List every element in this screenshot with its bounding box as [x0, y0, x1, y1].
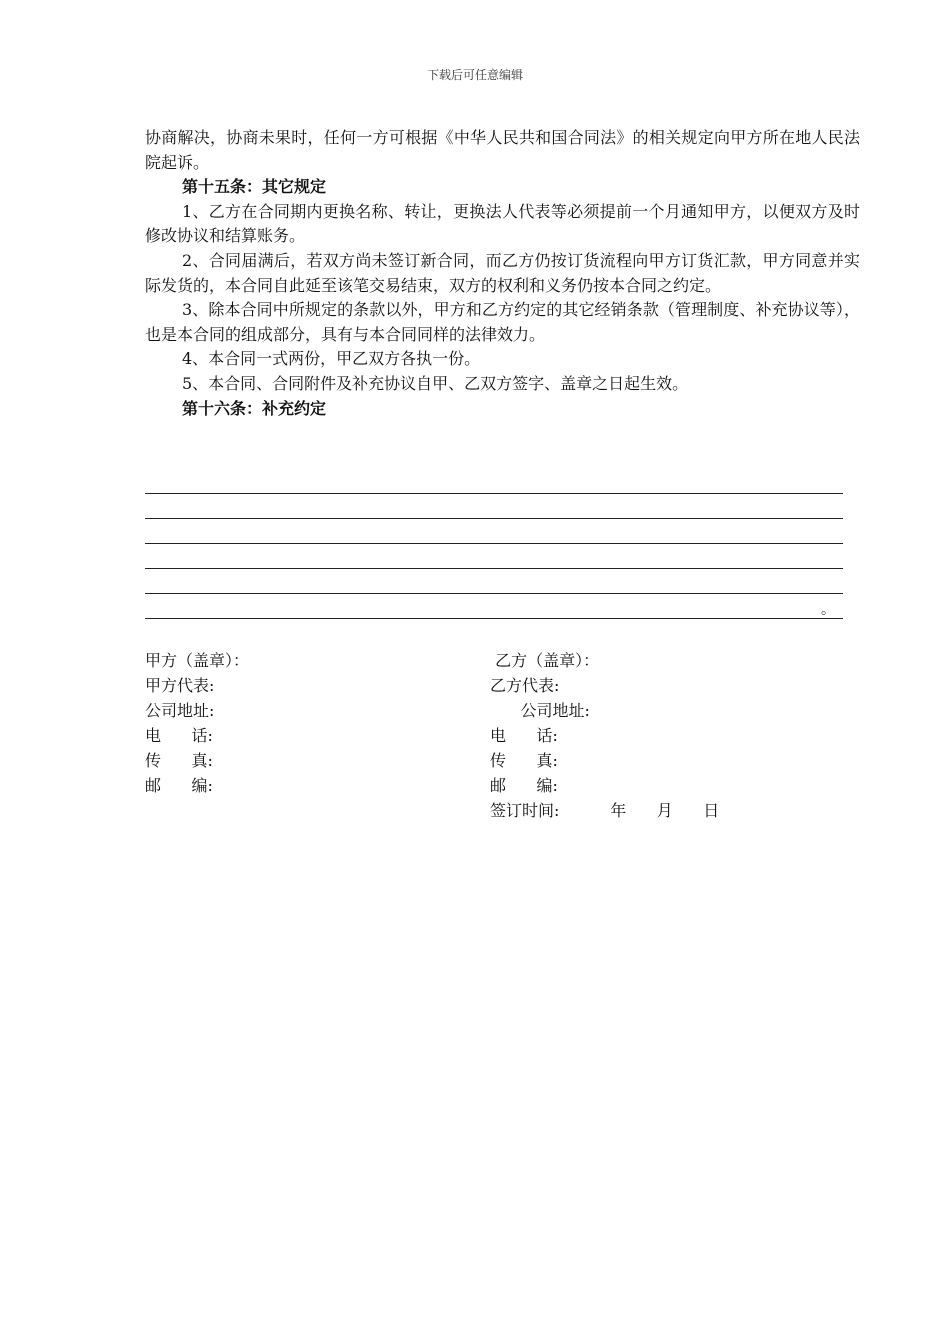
- article-15-item-1: 1、乙方在合同期内更换名称、转让，更换法人代表等必须提前一个月通知甲方，以便双方及时修改协议和结算账务。: [145, 201, 860, 246]
- article-16-heading: 第十六条：补充约定: [182, 398, 327, 418]
- party-a-fax-label: 传 真:: [145, 751, 213, 770]
- party-a-postcode-label: 邮 编:: [145, 776, 213, 795]
- article-15-item-3: 3、除本合同中所规定的条款以外，甲方和乙方约定的其它经销条款（管理制度、补充协议等），也是本合同的组成部分，具有与本合同同样的法律效力。: [145, 300, 860, 344]
- article-15-item-5: 5、本合同、合同附件及补充协议自甲、乙双方签字、盖章之日起生效。: [182, 373, 689, 393]
- article-15-item-2: 2、合同届满后，若双方尚未签订新合同，而乙方仍按订货流程向甲方订货汇款，甲方同意并实际发货的，本合同自此延至该笔交易结束，双方的权利和义务仍按本合同之约定。: [145, 250, 860, 295]
- party-b-postcode-label: 邮 编:: [490, 776, 558, 795]
- blank-line: [145, 493, 843, 494]
- signing-date-label: 签订时间: 年 月 日: [490, 801, 720, 820]
- party-a-rep-label: 甲方代表:: [145, 676, 215, 695]
- blank-line: [145, 593, 843, 594]
- paragraph-continuation: 协商解决，协商未果时，任何一方可根据《中华人民共和国合同法》的相关规定向甲方所在地人民法院起诉。: [145, 128, 860, 172]
- party-b-rep-label: 乙方代表:: [490, 676, 560, 695]
- party-b-seal-label: 乙方（盖章）：: [490, 651, 600, 670]
- party-b-phone-label: 电 话:: [490, 726, 558, 745]
- party-b-signature-block: [490, 648, 719, 823]
- party-a-signature-block: [145, 648, 249, 798]
- article-15-heading: 第十五条：其它规定: [182, 177, 327, 197]
- blank-line: [145, 518, 843, 519]
- blank-line: [145, 543, 843, 544]
- party-b-address-label: 公司地址:: [490, 701, 590, 720]
- supplementary-blank-lines: [145, 493, 843, 643]
- article-15-item-4: 4、本合同一式两份，甲乙双方各执一份。: [182, 349, 481, 369]
- page-header-note: 下载后可任意编辑: [426, 68, 523, 82]
- party-b-fax-label: 传 真:: [490, 751, 558, 770]
- blank-line-last: [145, 602, 843, 619]
- party-a-address-label: 公司地址:: [145, 701, 215, 720]
- party-a-seal-label: 甲方（盖章）：: [145, 651, 250, 670]
- party-a-phone-label: 电 话:: [145, 726, 213, 745]
- contract-body: [145, 126, 860, 421]
- blank-line: [145, 568, 843, 569]
- end-period-mark: 。: [821, 602, 835, 618]
